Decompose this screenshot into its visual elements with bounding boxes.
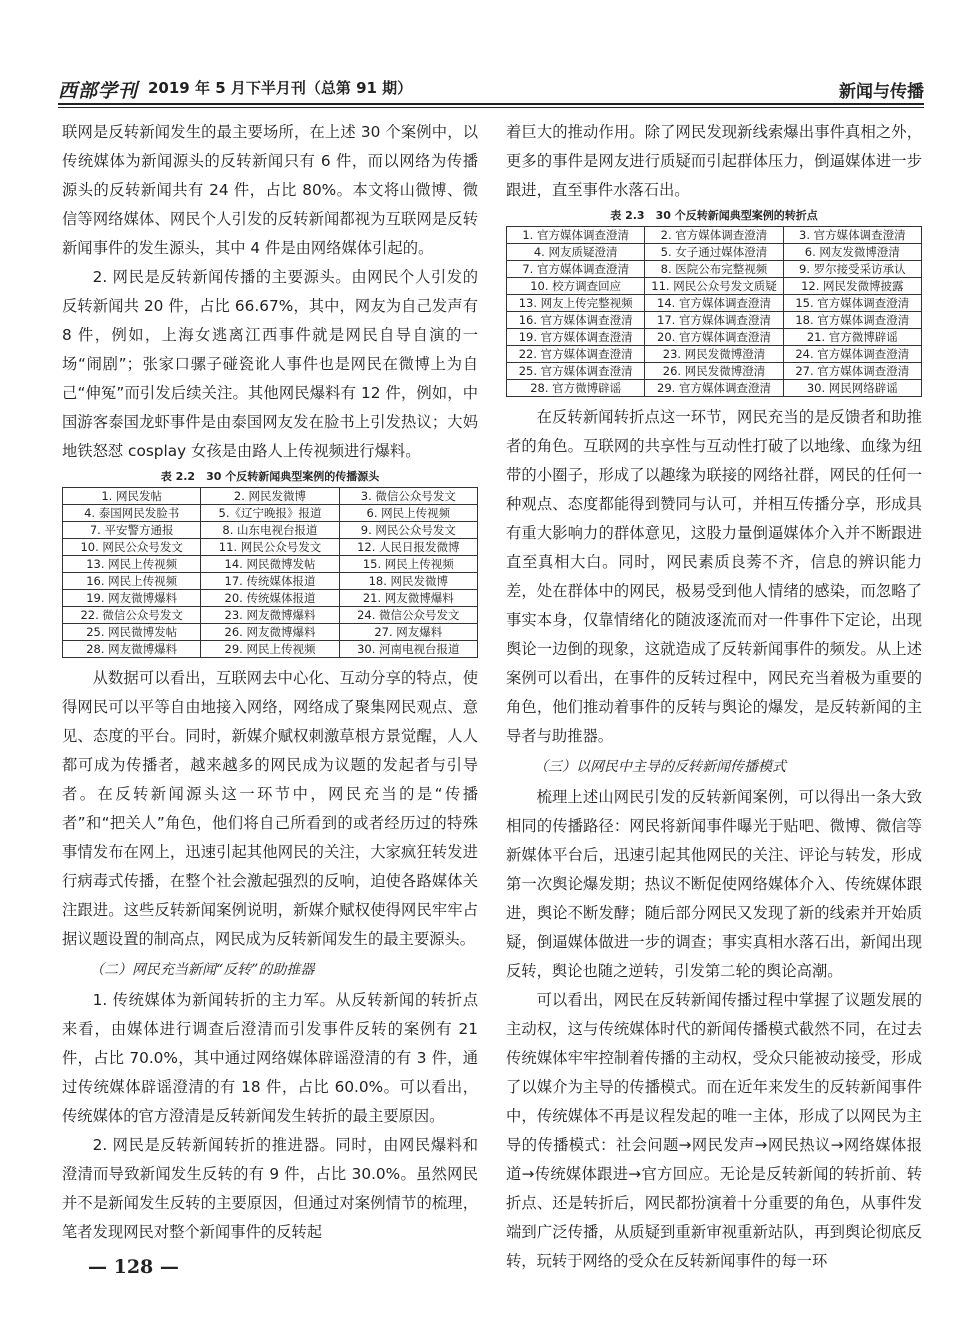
body-paragraph: 梳理上述山网民引发的反转新闻案例，可以得出一条大致相同的传播路径：网民将新闻事件曝光于贴吧、微博、微信等新媒体平台后，迅速引起其他网民的关注、评论与转发，形成第一次舆论爆发期；热议不断促使网络媒体介入、传统媒体跟进，舆论不断发酵；随后部分网民又发现了新的线索并开始质疑，倒逼媒体做进一步的调查；事实真相水落石出，新闻出现反转，舆论也随之逆转，引发第二轮的舆论高潮。: [506, 788, 922, 980]
table-row: [507, 363, 922, 380]
table-cell: 7. 官方媒体调查澄清: [507, 261, 645, 278]
table-cell: 8. 山东电视台报道: [201, 522, 339, 539]
table-cell: 25. 官方媒体调查澄清: [507, 363, 645, 380]
table-cell: 6. 网民上传视频: [339, 505, 477, 522]
table-cell: 14. 官方媒体调查澄清: [645, 295, 783, 312]
table-cell: 20. 官方媒体调查澄清: [645, 329, 783, 346]
table-row: [507, 278, 922, 295]
table-row: [507, 227, 922, 244]
table-cell: 13. 网民上传视频: [63, 556, 201, 573]
table-cell: 20. 传统媒体报道: [201, 590, 339, 607]
table-cell: 3. 微信公众号发文: [339, 488, 477, 505]
table-cell: 26. 网民发微博澄清: [645, 363, 783, 380]
table-row: [63, 641, 478, 658]
running-header: [58, 74, 924, 104]
table-cell: 28. 官方微博辟谣: [507, 380, 645, 397]
table-row: [63, 488, 478, 505]
table-cell: 24. 官方媒体调查澄清: [783, 346, 921, 363]
journal-logo: 西部学刊: [58, 80, 139, 102]
table-cell: 17. 官方媒体调查澄清: [645, 312, 783, 329]
table-row: [63, 539, 478, 556]
table-cell: 3. 官方媒体调查澄清: [783, 227, 921, 244]
table-cell: 22. 官方媒体调查澄清: [507, 346, 645, 363]
table-cell: 4. 泰国网民发脸书: [63, 505, 201, 522]
table-cell: 11. 网民公众号发文质疑: [645, 278, 783, 295]
table-cell: 5.《辽宁晚报》报道: [201, 505, 339, 522]
turning-point-table: [506, 226, 922, 397]
table-cell: 7. 平安警方通报: [63, 522, 201, 539]
body-paragraph: 在反转新闻转折点这一环节，网民充当的是反馈者和助推者的角色。互联网的共享性与互动性打破了以地缘、血缘为纽带的小圈子，形成了以趣缘为联接的网络社群，网民的任何一种观点、态度都能得到赞同与认可，并相互传播分享，形成具有重大影响力的群体意见，这股力量倒逼媒体介入并不断跟进直至真相大白。同时，网民素质良莠不齐，信息的辨识能力差，处在群体中的网民，极易受到他人情绪的感染，而忽略了事实本身，仅靠情绪化的随波逐流而对一件事件下定论，出现舆论一边倒的现象，这就造成了反转新闻事件的频发。从上述案例可以看出，在事件的反转过程中，网民充当着极为重要的角色，他们推动着事件的反转与舆论的爆发，是反转新闻的主导者与助推器。: [506, 408, 922, 745]
table-row: [63, 573, 478, 590]
left-column: [62, 118, 478, 1247]
table-cell: 9. 罗尔接受采访承认: [783, 261, 921, 278]
table-cell: 18. 网民发微博: [339, 573, 477, 590]
body-paragraph: 1. 传统媒体为新闻转折的主力军。从反转新闻的转折点来看，由媒体进行调查后澄清而引发事件反转的案例有 21 件，占比 70.0%，其中通过网络媒体辟谣澄清的有 3 件，通过传统媒体辟谣澄清的有 18 件，占比 60.0%。可以看出，传统媒体的官方澄清是反转新闻发生转折的最主要原因。: [62, 991, 478, 1125]
table-cell: 2. 官方媒体调查澄清: [645, 227, 783, 244]
table-row: [63, 607, 478, 624]
table-cell: 16. 官方媒体调查澄清: [507, 312, 645, 329]
body-paragraph: 可以看出，网民在反转新闻传播过程中掌握了议题发展的主动权，这与传统媒体时代的新闻传播模式截然不同，在过去传统媒体牢牢控制着传播的主动权，受众只能被动接受，形成了以媒介为主导的传播模式。而在近年来发生的反转新闻事件中，传统媒体不再是议程发起的唯一主体，形成了以网民为主导的传播模式：社会问题→网民发声→网民热议→网络媒体报道→传统媒体跟进→官方回应。无论是反转新闻的转折前、转折点、还是转折后，网民都扮演着十分重要的角色，从事件发端到广泛传播，从质疑到重新审视重新站队，再到舆论彻底反转，玩转于网络的受众在反转新闻事件的每一环: [506, 991, 922, 1270]
table-cell: 19. 网友微博爆料: [63, 590, 201, 607]
header-rule: [58, 103, 924, 105]
table-row: [63, 556, 478, 573]
table-row: [63, 505, 478, 522]
table-cell: 18. 官方媒体调查澄清: [783, 312, 921, 329]
table-cell: 6. 网友发微博澄清: [783, 244, 921, 261]
table-cell: 17. 传统媒体报道: [201, 573, 339, 590]
table-cell: 30. 河南电视台报道: [339, 641, 477, 658]
table-cell: 11. 网民公众号发文: [201, 539, 339, 556]
body-paragraph: 从数据可以看出，互联网去中心化、互动分享的特点，使得网民可以平等自由地接入网络，网络成了聚集网民观点、意见、态度的平台。同时，新媒介赋权刺激草根方景觉醒，人人都可成为传播者，越来越多的网民成为议题的发起者与引导者。在反转新闻源头这一环节中，网民充当的是“传播者”和“把关人”角色，他们将自己所看到的或者经历过的特殊事情发布在网上，迅速引起其他网民的关注，大家疯狂转发进行病毒式传播，在整个社会激起强烈的反响，迫使各路媒体关注跟进。这些反转新闻案例说明，新媒介赋权使得网民牢牢占据议题设置的制高点，网民成为反转新闻发生的最主要源头。: [62, 669, 478, 948]
table-cell: 21. 官方微博辟谣: [783, 329, 921, 346]
right-column: [506, 118, 922, 1276]
table-cell: 22. 微信公众号发文: [63, 607, 201, 624]
table-cell: 13. 网友上传完整视频: [507, 295, 645, 312]
table-cell: 9. 网民公众号发文: [339, 522, 477, 539]
table-cell: 26. 网友微博爆料: [201, 624, 339, 641]
table-cell: 2. 网民发微博: [201, 488, 339, 505]
body-paragraph: 2. 网民是反转新闻转折的推进器。同时，由网民爆料和澄清而导致新闻发生反转的有 9 件，占比 30.0%。虽然网民并不是新闻发生反转的主要原因，但通过对案例情节的梳理，笔者发现网民对整个新闻事件的反转起: [62, 1136, 478, 1241]
table-row: [63, 590, 478, 607]
table-cell: 25. 网民微博发帖: [63, 624, 201, 641]
page-number: — 128 —: [88, 1256, 179, 1278]
table-row: [507, 346, 922, 363]
body-paragraph: 2. 网民是反转新闻传播的主要源头。由网民个人引发的反转新闻共 20 件，占比 66.67%，其中，网友为自己发声有 8 件，例如，上海女逃离江西事件就是网民自导自演的一场“闹剧”；张家口骡子碰瓷讹人事件也是网民在微博上为自己“伸冤”而引发后续关注。其他网民爆料有 12 件，例如，中国游客泰国龙虾事件是由泰国网友发在脸书上引发热议；大妈地铁怒怼 cosplay 女孩是由路人上传视频进行爆料。: [62, 268, 478, 460]
issue-info: 2019 年 5 月下半月刊（总第 91 期）: [148, 79, 413, 97]
table-cell: 14. 网民微博发帖: [201, 556, 339, 573]
table-cell: 1. 网民发帖: [63, 488, 201, 505]
table-cell: 4. 网友质疑澄清: [507, 244, 645, 261]
table-row: [63, 624, 478, 641]
table-cell: 28. 网友微博爆料: [63, 641, 201, 658]
table-cell: 8. 医院公布完整视频: [645, 261, 783, 278]
table-cell: 27. 官方媒体调查澄清: [783, 363, 921, 380]
table-cell: 12. 人民日报发微博: [339, 539, 477, 556]
table-caption: 表 2.2 30 个反转新闻典型案例的传播源头: [160, 470, 380, 483]
table-cell: 15. 网民上传视频: [339, 556, 477, 573]
body-paragraph: 联网是反转新闻发生的最主要场所，在上述 30 个案例中，以传统媒体为新闻源头的反转新闻只有 6 件，而以网络为传播源头的反转新闻共有 24 件，占比 80%。本文将山微博、微信等网络媒体、网民个人引发的反转新闻都视为互联网是反转新闻事件的发生源头，其中 4 件是由网络媒体引起的。: [62, 123, 478, 257]
table-cell: 16. 网民上传视频: [63, 573, 201, 590]
table-cell: 5. 女子通过媒体澄清: [645, 244, 783, 261]
table-caption: 表 2.3 30 个反转新闻典型案例的转折点: [610, 209, 818, 222]
table-row: [63, 522, 478, 539]
table-cell: 23. 网民发微博澄清: [645, 346, 783, 363]
section-subheading: （二）网民充当新闻“反转”的助推器: [90, 962, 315, 978]
table-cell: 24. 微信公众号发文: [339, 607, 477, 624]
table-row: [507, 295, 922, 312]
table-source: [62, 470, 478, 658]
table-row: [507, 329, 922, 346]
table-cell: 29. 网民上传视频: [201, 641, 339, 658]
section-name: 新闻与传播: [839, 82, 924, 102]
table-cell: 21. 网友微博爆料: [339, 590, 477, 607]
table-turning-point: [506, 209, 922, 397]
table-cell: 19. 官方媒体调查澄清: [507, 329, 645, 346]
table-cell: 30. 网民网络辟谣: [783, 380, 921, 397]
source-table: [62, 487, 478, 658]
table-cell: 10. 网民公众号发文: [63, 539, 201, 556]
table-cell: 23. 网友微博爆料: [201, 607, 339, 624]
table-cell: 29. 官方媒体调查澄清: [645, 380, 783, 397]
table-row: [507, 244, 922, 261]
table-row: [507, 312, 922, 329]
section-subheading: （三）以网民中主导的反转新闻传播模式: [534, 759, 786, 775]
body-paragraph: 着巨大的推动作用。除了网民发现新线索爆出事件真相之外，更多的事件是网友进行质疑而引起群体压力，倒逼媒体进一步跟进，直至事件水落石出。: [506, 123, 922, 199]
table-cell: 15. 官方媒体调查澄清: [783, 295, 921, 312]
table-row: [507, 261, 922, 278]
table-cell: 10. 校方调查回应: [507, 278, 645, 295]
table-cell: 12. 网民发微博披露: [783, 278, 921, 295]
table-cell: 27. 网友爆料: [339, 624, 477, 641]
header-rule-thin: [58, 107, 924, 108]
table-cell: 1. 官方媒体调查澄清: [507, 227, 645, 244]
table-row: [507, 380, 922, 397]
